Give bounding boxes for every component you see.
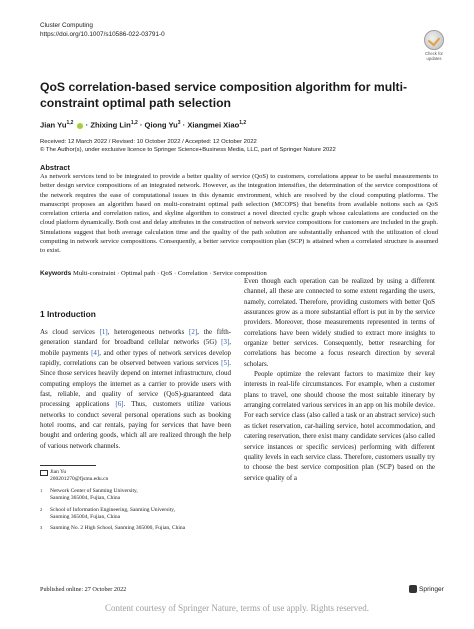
check-for-updates-icon <box>424 30 444 50</box>
section-heading: 1 Introduction <box>40 309 96 319</box>
badge-text: Check for updates <box>425 51 443 61</box>
intro-paragraph: People optimize the relevant factors to maximize their key interests in real-life circumstances. For example, when a customer plans to travel, one should choose the most suitable itinerary by arranging correlated various services in an app on his mobile device. For each service class (also called a task or an abstract service) such as ticket reservation, car-hailing service, hotel accommodation, and catering reservation, there exist many candidate services (also called service instances or specific services) performing with different quality levels in each service class. Therefore, customers usually try to choose the best service composition plan (SCP) based on the service quality of a <box>244 370 435 482</box>
intro-paragraph: As cloud services [1], heterogeneous networks [2], the fifth-generation standard for broadband cellular networks (5G) [3], mobile payments [4], and other types of network services develop rapidly, correlations can be observed between various services [5]. Since those services heavily depend on internet infrastructure, cloud computing employs the internet as a carrier to provide users with fast, reliable, and quality of service (QoS)-guaranteed data processing applications [6]. Thus, customers utilize various networks to conduct several personal operations such as booking hotel rooms, and car rentals, paying for services that have been bought and ordering goods, which all are realized through the help of various network channels. <box>40 328 232 450</box>
orcid-icon[interactable] <box>77 123 83 129</box>
article-history <box>40 138 440 155</box>
springer-horse-icon <box>409 585 417 593</box>
affiliation-mark: 3 <box>40 525 43 531</box>
envelope-icon <box>40 470 48 476</box>
doi-link[interactable]: https://doi.org/10.1007/s10586-022-03791-0 <box>40 31 165 38</box>
author-name[interactable]: Xiangmei Xiao <box>187 120 240 130</box>
copyright-line: © The Author(s), under exclusive licence to Springer Science+Business Media, LLC, part of Springer Nature 2022 <box>40 147 336 154</box>
keywords-list: Multi-constraint · Optimal path · QoS · Correlation · Service composition <box>72 270 267 277</box>
affiliation-mark: 2 <box>40 506 43 512</box>
citation-link[interactable]: [1] <box>99 328 108 336</box>
corresponding-author-email[interactable]: 200201270@fjsmu.edu.cn <box>50 476 109 483</box>
affiliation: 1 Network Center of Sanming University, Sanming 365004, Fujian, China <box>40 487 138 502</box>
publisher-logo <box>409 585 444 593</box>
footnotes <box>40 469 235 537</box>
intro-left-column <box>40 327 231 451</box>
courtesy-notice: Content courtesy of Springer Nature, terms of use apply. Rights reserved. <box>104 603 370 613</box>
affiliation: 2 School of Information Engineering, Sanming University, Sanming 365004, Fujian, China <box>40 506 176 521</box>
abstract-text: As network services tend to be integrated to provide a better quality of service (QoS) to customers, correlations appear to be useful measurements to better design service compositions of an integrated network. However, as the integration intensifies, the determination of the service compositions of the network requires the ease of computational issues in this dynamic environment, which are resolved by the cloud computing platforms. The manuscript proposes an algorithm based on multi-constraint optimal path selection (MCOPS) that benefits from available notions such as QoS correlation criteria and correlation ratios, and skyline algorithm to construct a novel directed cyclic graph whose calculations are conducted on the cloud platform dynamically. Both cost and delay attributes in the construction of network service compositions for customers are included in the graph. Simulations suggest that both average calculation time and the quality of the path solution are substantially enhanced with the utilization of cloud computing in network service compositions. Consequently, a better service composition plan (SCP) is attained when a correlated structure is assumed to exist. <box>40 173 438 254</box>
citation-link[interactable]: [4] <box>91 348 100 357</box>
citation-link[interactable]: [3] <box>221 338 230 347</box>
author-name[interactable]: Qiong Yu <box>144 120 178 130</box>
check-for-updates-badge[interactable] <box>424 30 444 61</box>
author-affiliation-mark: 1,2 <box>130 120 138 126</box>
author-affiliation-mark: 1,2 <box>66 120 74 126</box>
citation-link[interactable]: [6] <box>115 400 124 409</box>
author-list: Jian Yu$^{1,2}$ · Zhixing Lin$^{1,2}$ · Qiong Yu$^3$ · Xiangmei Xiao$^{1,2}$ <box>40 120 247 130</box>
journal-name: Cluster Computing <box>40 22 93 29</box>
paper-title: QoS correlation-based service composition algorithm for multi-constraint optimal path selection <box>40 80 408 110</box>
citation-link[interactable]: [5] <box>221 359 230 368</box>
affiliation-mark: 1 <box>40 487 43 493</box>
publisher-name: Springer <box>419 585 444 593</box>
author-affiliation-mark: 1,2 <box>239 120 247 126</box>
intro-right-column <box>244 276 435 483</box>
author-affiliation-mark: 3 <box>177 120 181 126</box>
history-dates: Received: 12 March 2022 / Revised: 10 October 2022 / Accepted: 12 October 2022 <box>40 139 257 145</box>
published-online-date: Published online: 27 October 2022 <box>40 586 127 593</box>
affiliation: 3 Sanming No. 2 High School, Sanming 365000, Fujian, China <box>40 525 186 532</box>
intro-paragraph: Even though each operation can be realized by using a different channel, all these are connected to some extent regarding the users, namely, correlated. Therefore, providing customers with better QoS assurances grow as a more substantial effort is put in by the service providers. Moreover, those measurements represented in terms of correlations have been widely studied to extract more insights to organize better services. Consequently, better researching for correlations has become a focus research direction by several scholars. <box>244 277 435 368</box>
author-name[interactable]: Zhixing Lin <box>90 120 131 130</box>
abstract-heading: Abstract <box>40 163 70 172</box>
keywords-label: Keywords <box>40 270 72 277</box>
corresponding-author <box>40 469 235 484</box>
journal-header <box>40 21 165 39</box>
corresponding-author-name: Jian Yu <box>50 469 67 475</box>
citation-link[interactable]: [2] <box>189 328 198 336</box>
footnote-divider <box>40 465 96 466</box>
author-name[interactable]: Jian Yu <box>40 120 67 130</box>
